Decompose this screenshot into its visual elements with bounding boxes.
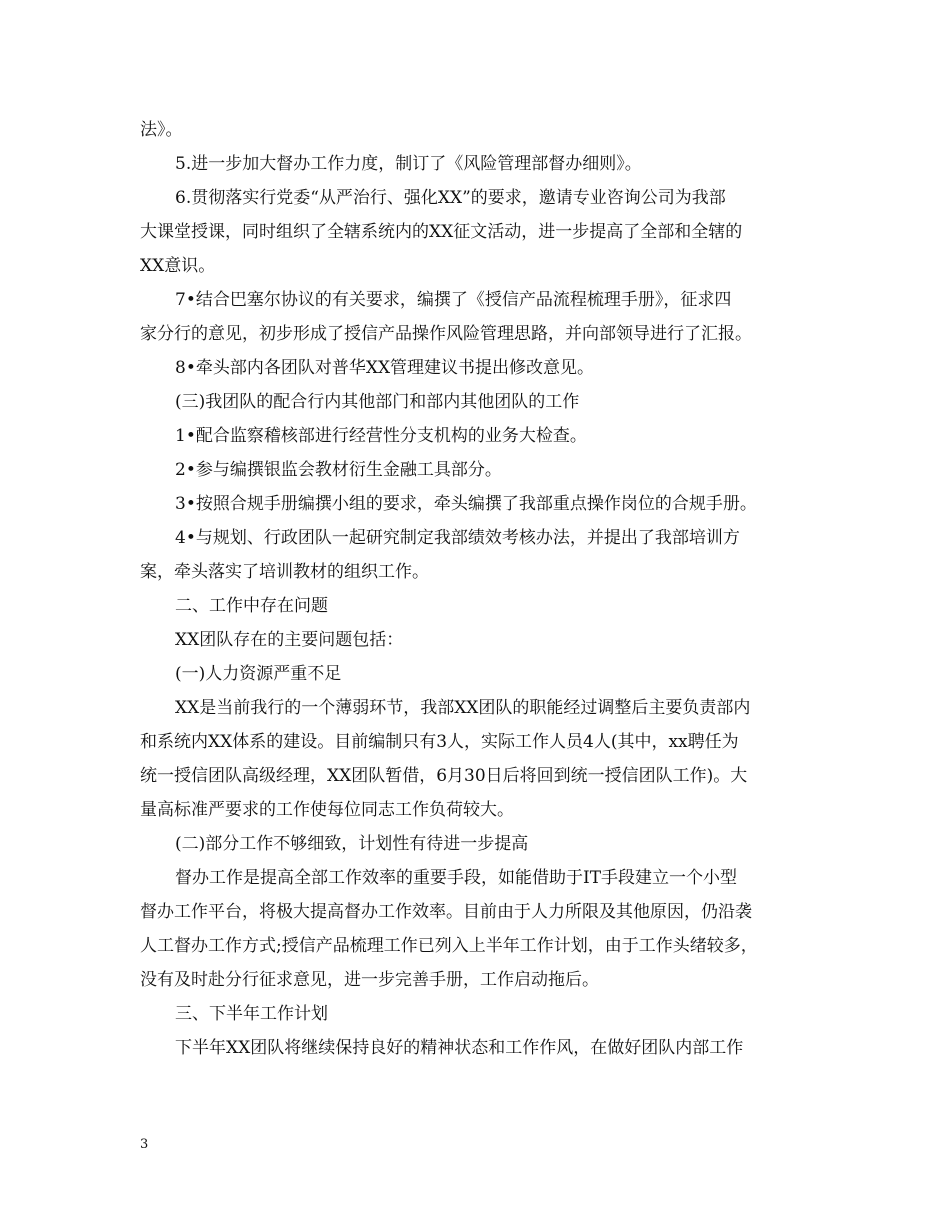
text-line: 人工督办工作方式;授信产品梳理工作已列入上半年工作计划，由于工作头绪较多，: [140, 936, 758, 956]
text-line: 下半年XX团队将继续保持良好的精神状态和工作作风，在做好团队内部工作: [175, 1038, 744, 1058]
text-line: 5.进一步加大督办工作力度，制订了《风险管理部督办细则》。: [175, 154, 642, 174]
text-line: 4•与规划、行政团队一起研究制定我部绩效考核办法，并提出了我部培训方: [175, 528, 740, 548]
text-line: XX团队存在的主要问题包括：: [175, 630, 404, 650]
text-line: XX是当前我行的一个薄弱环节，我部XX团队的职能经过调整后主要负责部内: [175, 698, 751, 718]
text-line: 7•结合巴塞尔协议的有关要求，编撰了《授信产品流程梳理手册》，征求四: [175, 290, 732, 310]
page-number: 3: [140, 1137, 149, 1152]
text-line: 6.贯彻落实行党委“从严治行、强化XX”的要求，邀请专业咨询公司为我部: [175, 188, 726, 208]
section-heading: 二、工作中存在问题: [175, 596, 328, 616]
text-line: 督办工作平台，将极大提高督办工作效率。目前由于人力所限及其他原因，仍沿袭: [140, 902, 752, 922]
text-line: 和系统内XX体系的建设。目前编制只有3人，实际工作人员4人(其中，xx聘任为: [140, 732, 739, 752]
text-line: 1•配合监察稽核部进行经营性分支机构的业务大检查。: [175, 426, 587, 446]
text-line: XX意识。: [140, 256, 216, 276]
text-line: 督办工作是提高全部工作效率的重要手段，如能借助于IT手段建立一个小型: [175, 868, 738, 888]
document-body: [140, 113, 830, 1065]
section-heading: (二)部分工作不够细致，计划性有待进一步提高: [175, 834, 529, 854]
text-line: 统一授信团队高级经理，XX团队暂借，6月30日后将回到统一授信团队工作)。大: [140, 766, 748, 786]
text-line: 家分行的意见，初步形成了授信产品操作风险管理思路，并向部领导进行了汇报。: [140, 324, 752, 344]
text-line: 法》。: [140, 120, 183, 140]
text-line: 3•按照合规手册编撰小组的要求，牵头编撰了我部重点操作岗位的合规手册。: [175, 494, 757, 514]
text-line: 大课堂授课，同时组织了全辖系统内的XX征文活动，进一步提高了全部和全辖的: [140, 222, 743, 242]
text-line: 案，牵头落实了培训教材的组织工作。: [140, 562, 429, 582]
text-line: 没有及时赴分行征求意见，进一步完善手册，工作启动拖后。: [140, 970, 599, 990]
text-line: 2•参与编撰银监会教材衍生金融工具部分。: [175, 460, 502, 480]
text-line: 量高标准严要求的工作使每位同志工作负荷较大。: [140, 800, 514, 820]
text-line: 8•牵头部内各团队对普华XX管理建议书提出修改意见。: [175, 358, 595, 378]
section-heading: (三)我团队的配合行内其他部门和部内其他团队的工作: [175, 392, 580, 412]
section-heading: 三、下半年工作计划: [175, 1004, 328, 1024]
section-heading: (一)人力资源严重不足: [175, 664, 342, 684]
